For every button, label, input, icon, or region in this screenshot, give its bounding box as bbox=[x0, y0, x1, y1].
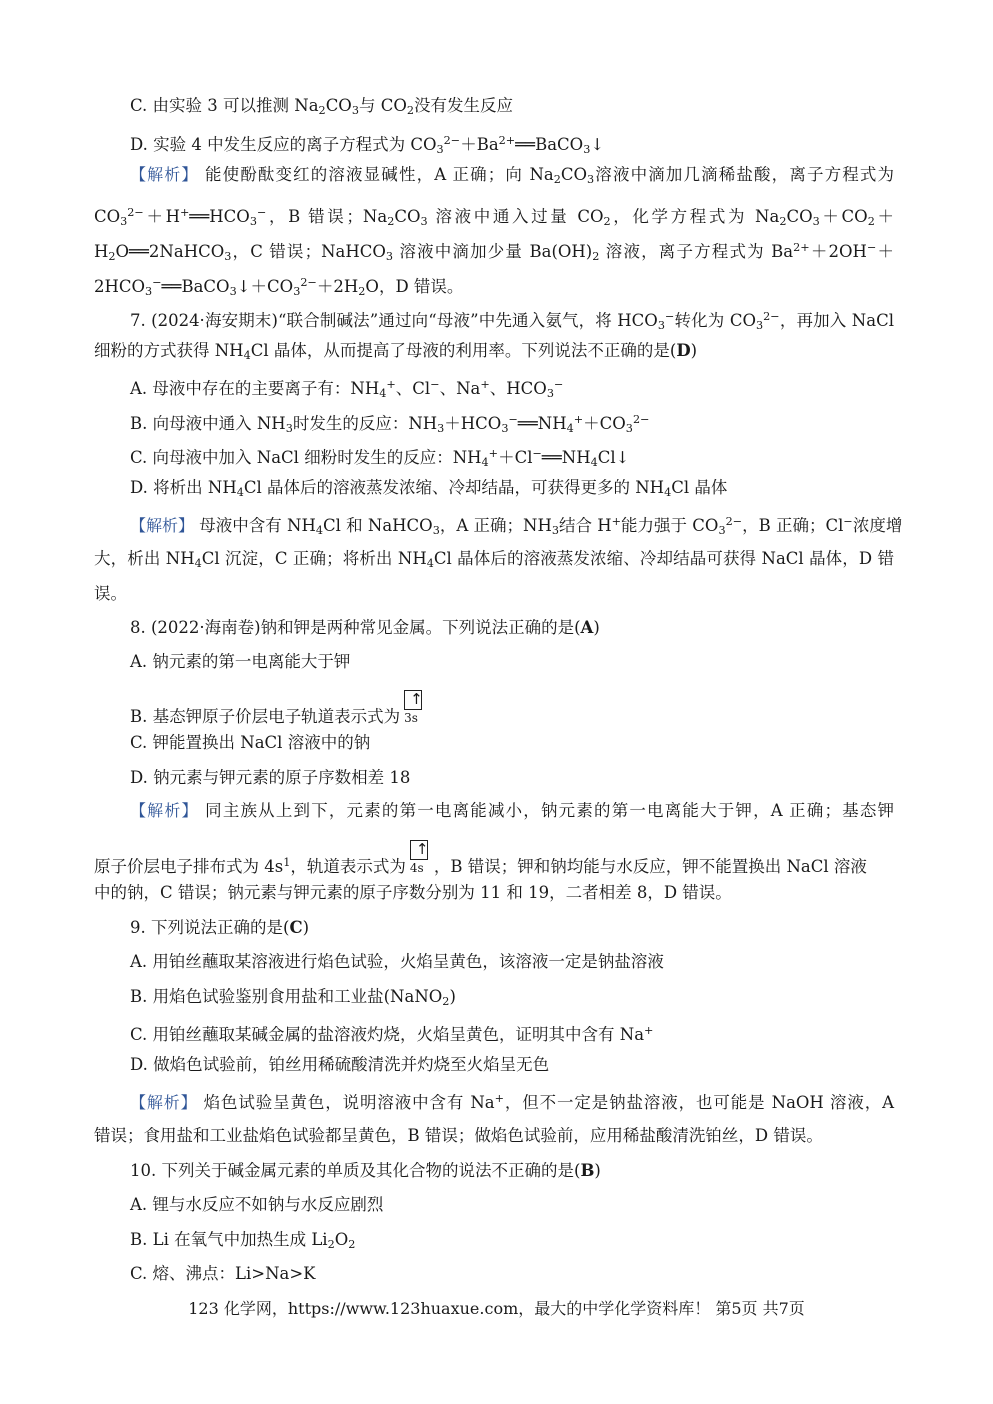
option-d-q9: D. 做焰色试验前，铂丝用稀硫酸清洗并灼烧至火焰呈无色 bbox=[130, 1055, 550, 1074]
analysis-q7-line1: 【解析】 母液中含有 $NH_4Cl$ 和 NaHCO$_3$，A 正确；$NH_3$结合 H+能力强于 $CO_3^{2-}$，B 正确；Cl−浓度增 bbox=[130, 515, 903, 537]
analysis-q6-line3: $H_2O══2NaHCO_3$，C 错误；NaHCO$_3$ 溶液中滴加少量 $Ba(OH)_2$ 溶液，离子方程式为 $Ba^{2+}+2OH^-+$ bbox=[94, 241, 895, 263]
analysis-q8-line2: 原子价层电子排布式为 $4s^1$，轨道表示式为 ↑ 4s ，B 错误；钾和钠均能与水反应，钾不能置换出 NaCl 溶液 bbox=[94, 840, 894, 882]
analysis-q9-line1: 【解析】 焰色试验呈黄色，说明溶液中含有 Na+，但不一定是钠盐溶液，也可能是 NaOH 溶液，A bbox=[130, 1092, 894, 1113]
orbital-label-4s: 4s bbox=[409, 861, 424, 875]
option-b-q8: B. 基态钾原子价层电子轨道表示式为 ↑ 3s bbox=[130, 690, 428, 732]
option-b-q9: B. 用焰色试验鉴别食用盐和工业盐(NaNO$_2$) bbox=[130, 987, 456, 1008]
analysis-tag: 【解析】 bbox=[130, 801, 199, 820]
page-footer: 123 化学网，https://www.123huaxue.com，最大的中学化学资料库！ 第5页 共7页 bbox=[188, 1299, 805, 1318]
option-c-q9: C. 用铂丝蘸取某碱金属的盐溶液灼烧，火焰呈黄色，证明其中含有 Na+ bbox=[130, 1024, 654, 1045]
orbital-label-3s: 3s bbox=[404, 711, 418, 725]
option-a-q8: A. 钠元素的第一电离能大于钾 bbox=[130, 652, 351, 671]
option-c-q10: C. 熔、沸点：Li>Na>K bbox=[130, 1264, 316, 1283]
option-c-q8: C. 钾能置换出 NaCl 溶液中的钠 bbox=[130, 733, 371, 752]
option-d-q7: D. 将析出 $NH_4Cl$ 晶体后的溶液蒸发浓缩、冷却结晶，可获得更多的 $NH_4Cl$ 晶体 bbox=[130, 478, 728, 499]
analysis-q9-line2: 错误；食用盐和工业盐焰色试验都呈黄色，B 错误；做焰色试验前，应用稀盐酸清洗铂丝，D 错误。 bbox=[94, 1126, 823, 1145]
question-7-line1: 7. (2024·海安期末)“联合制碱法”通过向“母液”中先通入氨气，将 $HCO_3^-$转化为 $CO_3^{2-}$，再加入 NaCl bbox=[130, 310, 894, 332]
orbital-diagram-4s bbox=[408, 840, 432, 882]
option-c-q7: C. 向母液中加入 NaCl 细粉时发生的反应：$NH_4^++Cl^-══NH_4Cl↓$ bbox=[130, 447, 630, 469]
analysis-q7-line2: 大，析出 $NH_4Cl$ 沉淀，C 正确；将析出 $NH_4Cl$ 晶体后的溶液蒸发浓缩、冷却结晶可获得 NaCl 晶体，D 错 bbox=[94, 549, 894, 570]
arrow-up-icon: ↑ bbox=[410, 690, 423, 708]
analysis-q8-line3: 中的钠，C 错误；钠元素与钾元素的原子序数分别为 11 和 19，二者相差 8，D 错误。 bbox=[94, 883, 732, 902]
analysis-tag: 【解析】 bbox=[130, 1093, 198, 1113]
option-c-q6: C. 由实验 3 可以推测 $Na_2CO_3$与 $CO_2$没有发生反应 bbox=[130, 96, 514, 117]
question-8: 8. (2022·海南卷)钠和钾是两种常见金属。下列说法正确的是(A) bbox=[130, 618, 600, 637]
option-a-q7: A. 母液中存在的主要离子有：$NH_4^+$、Cl−、Na+、$HCO_3^-$ bbox=[130, 378, 564, 400]
option-a-q9: A. 用铂丝蘸取某溶液进行焰色试验，火焰呈黄色，该溶液一定是钠盐溶液 bbox=[130, 952, 664, 971]
analysis-q6-line4: $2HCO_3^-══BaCO_3↓+CO_3^{2-}+2H_2O$，D 错误。 bbox=[94, 276, 464, 298]
analysis-q8-line1: 【解析】 同主族从上到下，元素的第一电离能减小，钠元素的第一电离能大于钾，A 正确；基态钾 bbox=[130, 801, 894, 820]
option-b-q7: B. 向母液中通入 $NH_3$时发生的反应：$NH_3+HCO_3^-══NH_4^++CO_3^{2-}$ bbox=[130, 413, 650, 435]
option-b-q10: B. Li 在氧气中加热生成 $Li_2O_2$ bbox=[130, 1230, 356, 1251]
analysis-tag: 【解析】 bbox=[130, 165, 199, 184]
option-d-q8: D. 钠元素与钾元素的原子序数相差 18 bbox=[130, 768, 411, 787]
analysis-tag: 【解析】 bbox=[130, 516, 195, 536]
analysis-q6-line2: $CO_3^{2-}+H^+══HCO_3^-$，B 错误；$Na_2CO_3$ 溶液中通入过量 $CO_2$，化学方程式为 $Na_2CO_3+CO_2+$ bbox=[94, 206, 894, 228]
option-a-q10: A. 锂与水反应不如钠与水反应剧烈 bbox=[130, 1195, 384, 1214]
analysis-q6-line1: 【解析】 能使酚酞变红的溶液显碱性，A 正确；向 $Na_2CO_3$溶液中滴加几滴稀盐酸，离子方程式为 bbox=[130, 165, 894, 186]
option-d-q6: D. 实验 4 中发生反应的离子方程式为 $CO_3^{2-}+Ba^{2+}══BaCO_3↓$ bbox=[130, 134, 605, 156]
question-7-line2: 细粉的方式获得 $NH_4Cl$ 晶体，从而提高了母液的利用率。下列说法不正确的是(D) bbox=[94, 341, 698, 362]
question-9: 9. 下列说法正确的是(C) bbox=[130, 918, 310, 937]
analysis-q7-line3: 误。 bbox=[94, 584, 127, 603]
question-10: 10. 下列关于碱金属元素的单质及其化合物的说法不正确的是(B) bbox=[130, 1161, 601, 1180]
arrow-up-icon: ↑ bbox=[415, 840, 429, 858]
orbital-diagram-3s bbox=[402, 690, 426, 732]
